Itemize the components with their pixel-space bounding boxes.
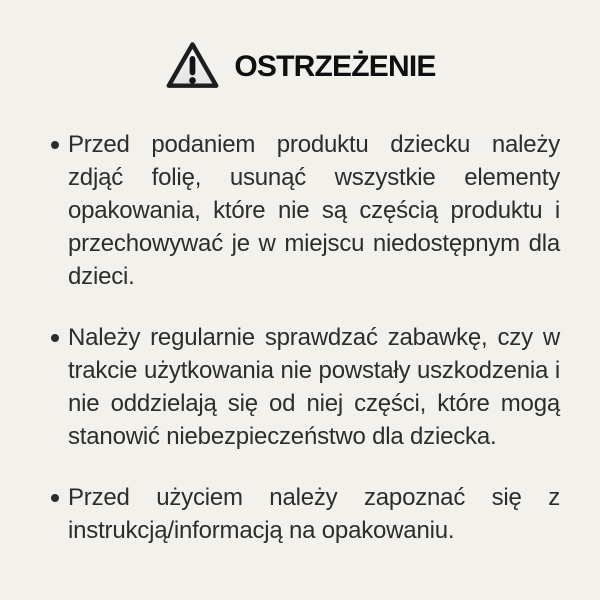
list-item xyxy=(50,321,560,453)
warning-list xyxy=(50,128,560,547)
bullet-icon xyxy=(51,494,59,502)
list-item xyxy=(50,481,560,547)
exclamation-dot xyxy=(190,77,197,84)
warning-text: Przed podaniem produktu dziecku należy zdjąć folię, usunąć wszystkie elementy opakowania, które nie są częścią produktu i przechowywać je w miejscu niedostępnym dla dzieci. xyxy=(68,131,560,290)
warning-header xyxy=(0,0,600,91)
bullet-icon xyxy=(51,141,59,149)
warning-triangle-icon xyxy=(164,40,221,91)
bullet-icon xyxy=(51,334,59,342)
warning-text: Przed użyciem należy zapoznać się z instrukcją/informacją na opakowaniu. xyxy=(68,484,560,544)
warning-title: OSTRZEŻENIE xyxy=(234,50,436,83)
list-item xyxy=(50,128,560,293)
warning-text: Należy regularnie sprawdzać zabawkę, czy w trakcie użytkowania nie powstały uszkodzenia i nie oddzielają się od niej części, które mogą stanowić niebezpieczeństwo dla dziecka. xyxy=(68,324,560,450)
